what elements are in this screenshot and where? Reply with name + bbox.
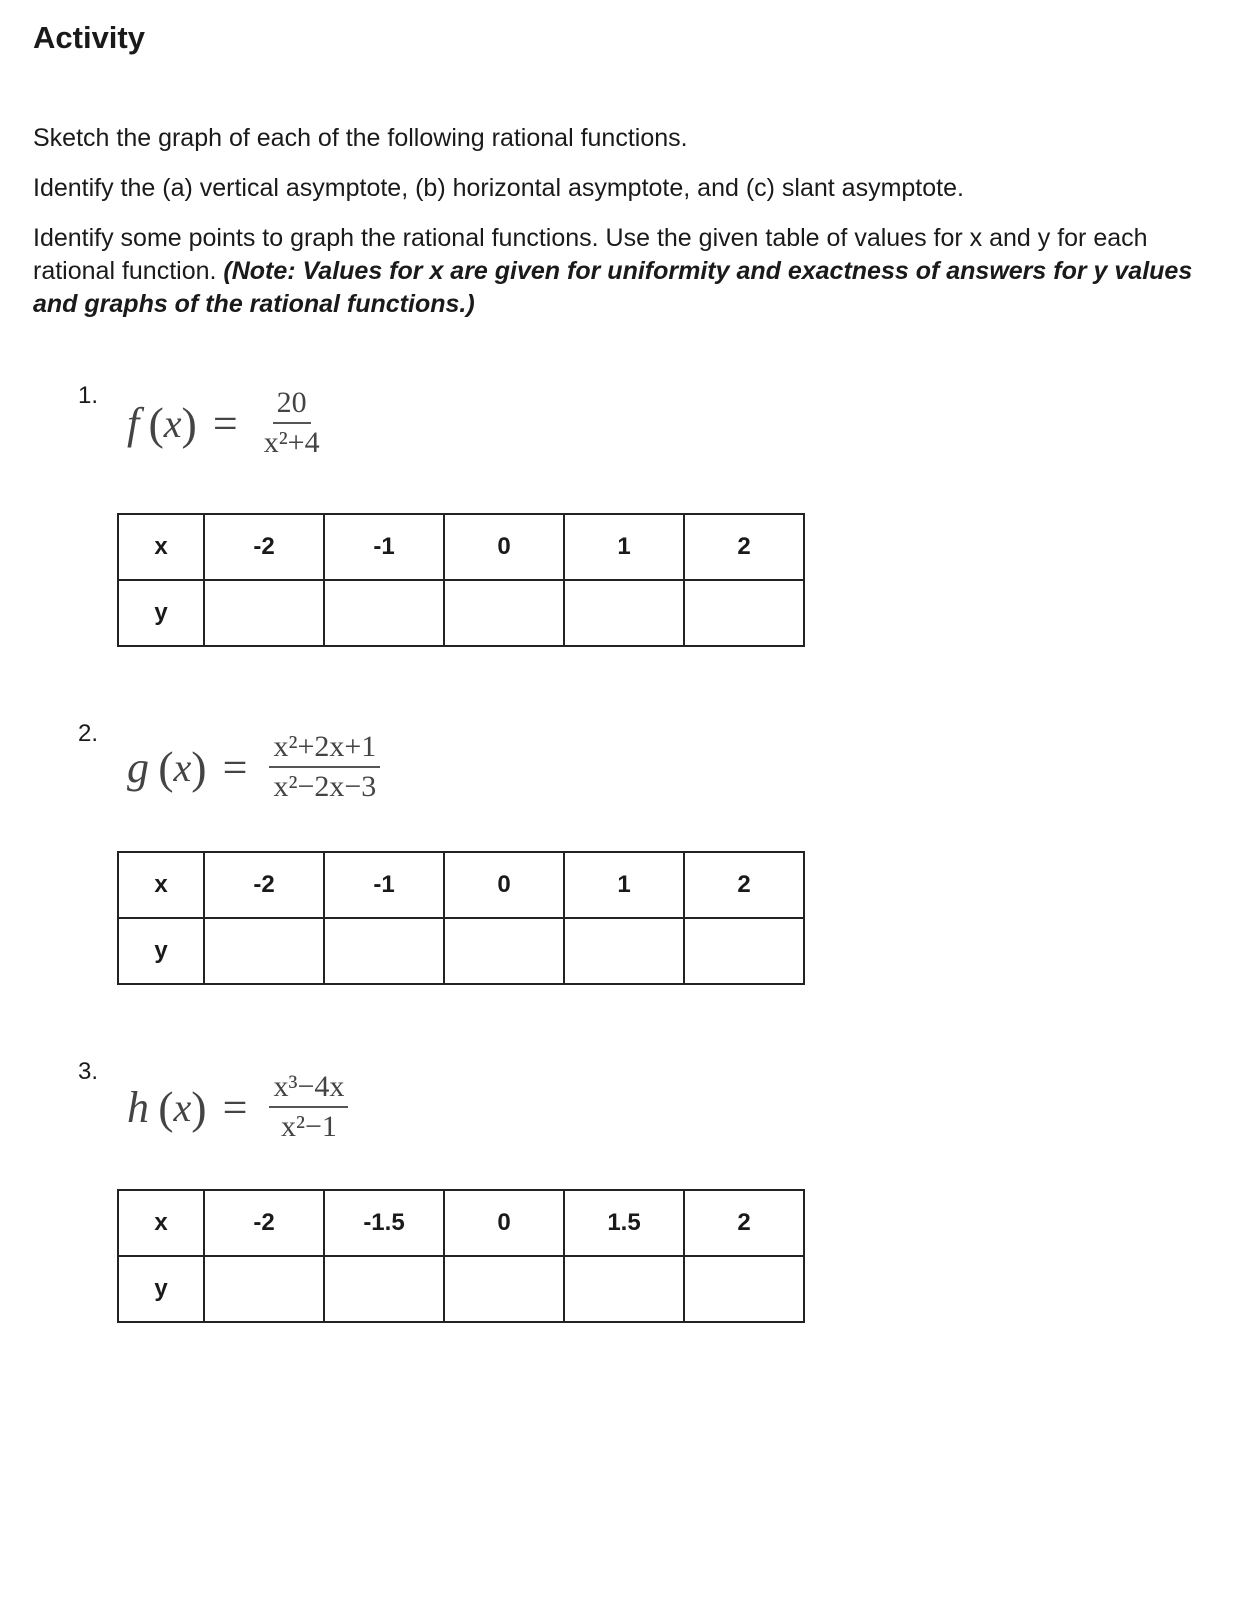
function-variable: x <box>163 400 182 446</box>
y-value-cell[interactable] <box>204 918 324 984</box>
y-value-cell[interactable] <box>564 918 684 984</box>
y-value-cell[interactable] <box>324 1256 444 1322</box>
x-value: 0 <box>444 514 564 580</box>
x-value: -1.5 <box>324 1190 444 1256</box>
numerator: 20 <box>273 386 311 424</box>
function-variable: x <box>173 744 192 790</box>
denominator: x²−2x−3 <box>273 770 377 803</box>
x-value: -1 <box>324 514 444 580</box>
y-label: y <box>118 580 204 646</box>
y-label: y <box>118 918 204 984</box>
denominator: x²−1 <box>280 1110 337 1143</box>
instruction-table-values <box>33 222 1213 321</box>
x-row <box>118 514 804 580</box>
problem-number: 1. <box>78 382 99 409</box>
x-row <box>118 852 804 918</box>
x-value: -2 <box>204 852 324 918</box>
function-name: g <box>127 742 149 792</box>
y-row <box>118 918 804 984</box>
values-table <box>117 513 805 647</box>
numerator: x²+2x+1 <box>269 730 380 768</box>
y-value-cell[interactable] <box>564 1256 684 1322</box>
instruction-sketch: Sketch the graph of each of the following rational functions. <box>33 124 688 152</box>
y-value-cell[interactable] <box>564 580 684 646</box>
instruction-note: (Note: Values for x are given for uniformity and exactness of answers for y values and graphs of the rational functions.) <box>33 257 1193 318</box>
x-label: x <box>118 514 204 580</box>
y-value-cell[interactable] <box>324 580 444 646</box>
x-value: -2 <box>204 514 324 580</box>
y-value-cell[interactable] <box>444 580 564 646</box>
problem-number: 2. <box>78 720 99 747</box>
x-value: 2 <box>684 1190 804 1256</box>
y-value-cell[interactable] <box>684 1256 804 1322</box>
x-value: 0 <box>444 1190 564 1256</box>
numerator: x³−4x <box>269 1070 348 1108</box>
x-value: -1 <box>324 852 444 918</box>
values-table <box>117 851 805 985</box>
fraction <box>260 386 324 460</box>
y-row <box>118 1256 804 1322</box>
function-formula: g ( x ) = $\frac{\text{x²+2x+1}}{\text{x²−2x−3}}$ <box>127 722 380 812</box>
x-row <box>118 1190 804 1256</box>
x-label: x <box>118 1190 204 1256</box>
x-value: 1 <box>564 852 684 918</box>
instruction-table-text: Identify some points to graph the rational functions. Use the given table of values for x and y for each rational function. <box>33 224 1148 285</box>
denominator: x²+4 <box>263 426 320 459</box>
x-value: 1 <box>564 514 684 580</box>
x-value: 2 <box>684 852 804 918</box>
x-value: 1.5 <box>564 1190 684 1256</box>
function-formula: f ( x ) = $\frac{20}{\text{x²+4}}$ <box>127 378 324 468</box>
function-variable: x <box>173 1084 192 1130</box>
y-row <box>118 580 804 646</box>
function-name: f <box>127 398 140 448</box>
x-value: -2 <box>204 1190 324 1256</box>
y-value-cell[interactable] <box>324 918 444 984</box>
fraction <box>269 730 380 804</box>
y-value-cell[interactable] <box>204 1256 324 1322</box>
function-name: h <box>127 1082 149 1132</box>
y-value-cell[interactable] <box>684 918 804 984</box>
instruction-identify-asymptotes: Identify the (a) vertical asymptote, (b) horizontal asymptote, and (c) slant asymptote. <box>33 174 964 202</box>
problem-number: 3. <box>78 1058 99 1085</box>
y-label: y <box>118 1256 204 1322</box>
y-value-cell[interactable] <box>684 580 804 646</box>
y-value-cell[interactable] <box>204 580 324 646</box>
function-formula: h ( x ) = $\frac{\text{x³−4x}}{\text{x²−1}}$ <box>127 1062 348 1152</box>
x-value: 2 <box>684 514 804 580</box>
fraction <box>269 1070 348 1144</box>
y-value-cell[interactable] <box>444 1256 564 1322</box>
page-title: Activity <box>33 20 145 55</box>
x-label: x <box>118 852 204 918</box>
x-value: 0 <box>444 852 564 918</box>
y-value-cell[interactable] <box>444 918 564 984</box>
values-table <box>117 1189 805 1323</box>
